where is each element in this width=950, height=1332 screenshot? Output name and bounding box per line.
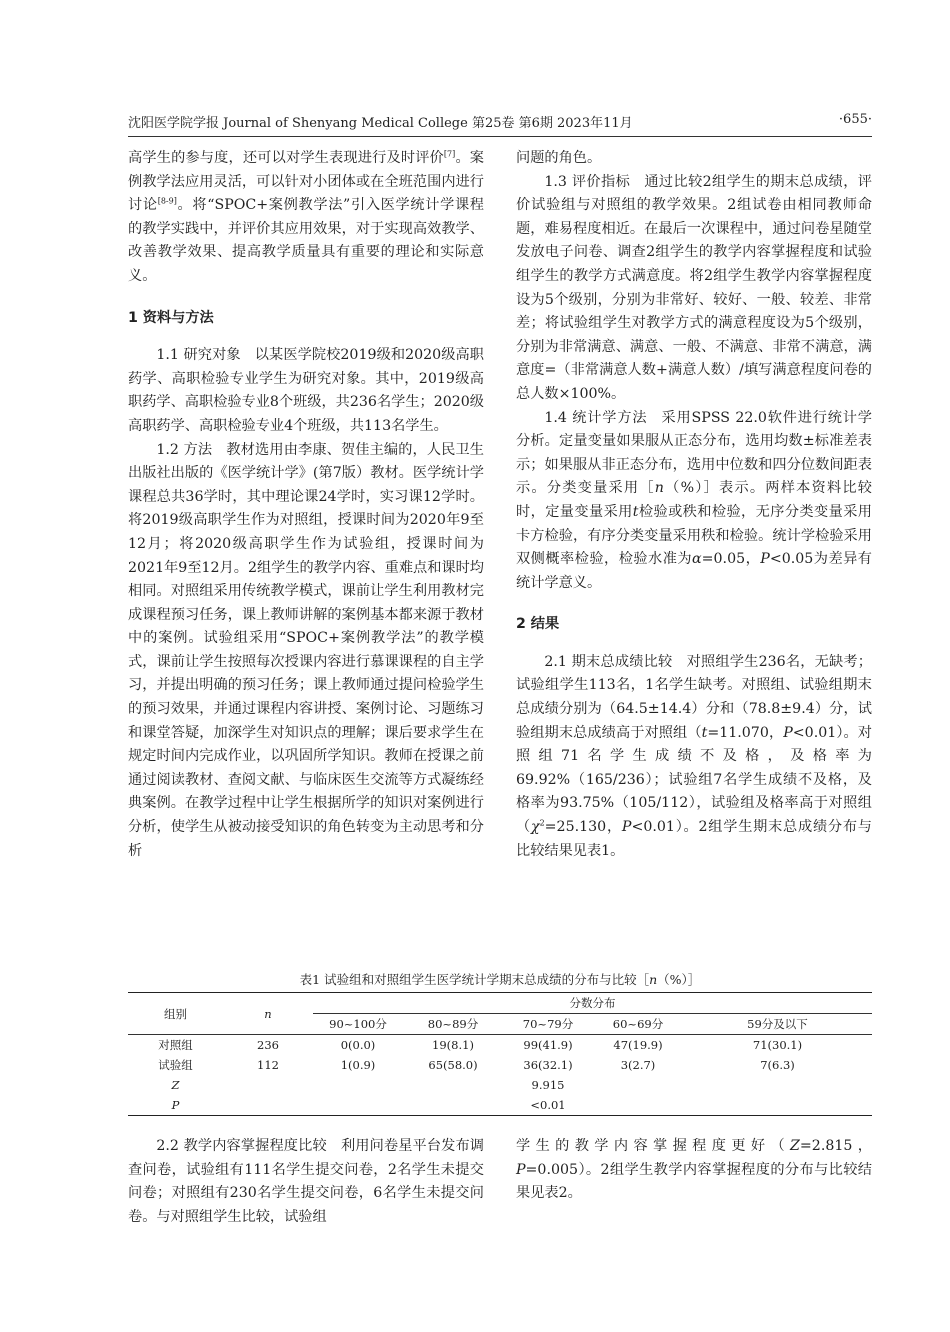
table-1 (128, 992, 872, 1116)
section-1-1: 1.1 研究对象 以某医学院校2019级和2020级高职药学、高职检验专业学生为研究对象。其中，2019级高职药学、高职检验专业8个班级，共236名学生；2020级高职药学、高职检验专业4个班级，共113名学生。 (128, 347, 484, 434)
table-row: 对照组 236 0(0.0) 19(8.1) 99(41.9) 47(19.9) 71(30.1) (158, 1038, 803, 1052)
section-2-2-continued: 学生的教学内容掌握程度更好（Z=2.815，P=0.005）。2组学生教学内容掌握程度的分布与比较结果见表2。 (516, 1138, 872, 1202)
section-1-2: 1.2 方法 教材选用由李康、贺佳主编的，人民卫生出版社出版的《医学统计学》(第7版）教材。医学统计学课程总共36学时，其中理论课24学时，实习课12学时。将2019级高职学生作为对照组，授课时间为2020年9至12月；将2020级高职学生作为试验组，授课时间为2021年9至12月。2组学生的教学内容、重难点和课时均相同。对照组采用传统教学模式，课前让学生利用教材完成课程预习任务，课上教师讲解的案例基本都来源于教材中的案例。试验组采用“SPOC+案例教学法”的教学模式，课前让学生按照每次授课内容进行慕课课程的自主学习，并提出明确的预习任务；课上教师通过提问检验学生的预习效果，并通过课程内容讲授、案例讨论、习题练习和课堂答疑，加深学生对知识点的理解；课后要求学生在规定时间内完成作业，以巩固所学知识。教师在授课之前通过阅读教材、查阅文献、与临床医生交流等方式凝练经典案例。在教学过程中让学生根据所学的知识对案例进行分析，使学生从被动接受知识的角色转变为主动思考和分析 (128, 441, 484, 859)
page-number: ·655· (838, 112, 872, 127)
journal-info: 沈阳医学院学报 Journal of Shenyang Medical College 第25卷 第6期 2023年11月 (128, 116, 633, 131)
header-col: 60~69分 (593, 1014, 683, 1035)
header-group: 组别 (128, 993, 223, 1035)
section-1-3: 1.3 评价指标 通过比较2组学生的期末总成绩，评价试验组与对照组的教学效果。2组试卷由相同教师命题，难易程度相近。在最后一次课程中，通过问卷星随堂发放电子问卷、调查2组学生的教学内容掌握程度和试验组学生的教学方式满意度。将2组学生教学内容掌握程度设为5个级别，分别为非常好、较好、一般、较差、非常差；将试验组学生对教学方式的满意程度设为5个级别，分别为非常满意、满意、一般、不满意、非常不满意，满意度=（非常满意人数+满意人数）/填写满意程度问卷的总人数×100%。 (516, 173, 872, 402)
continued-paragraph: 问题的角色。 (516, 150, 602, 166)
header-col: 90~100分 (313, 1014, 403, 1035)
table-row-z: Z 9.915 (171, 1078, 565, 1092)
section-1-4: 1.4 统计学方法 采用SPSS 22.0软件进行统计学分析。定量变量如果服从正态分布，选用均数±标准差表示；如果服从非正态分布，选用中位数和四分位数间距表示。分类变量采用［n（%）］表示。两样本资料比较时，定量变量采用t检验或秩和检验，无序分类变量采用卡方检验，有序分类变量采用秩和检验。统计学检验采用双侧概率检验，检验水准为α=0.05，P<0.05为差异有统计学意义。 (516, 409, 872, 591)
header-distribution: 分数分布 (313, 993, 872, 1014)
table-row: 试验组 112 1(0.9) 65(58.0) 36(32.1) 3(2.7) 7(6.3) (158, 1058, 795, 1072)
table-1-caption: 表1 试验组和对照组学生医学统计学期末总成绩的分布与比较［n（%）］ (299, 972, 701, 987)
header-col: 80~89分 (403, 1014, 503, 1035)
header-n: n (223, 993, 313, 1035)
running-header (128, 112, 872, 134)
intro-paragraph: 高学生的参与度，还可以对学生表现进行及时评价[7]。案例教学法应用灵活，可以针对小团体或在全班范围内进行讨论[8-9]。将“SPOC+案例教学法”引入医学统计学课程的教学实践中，并评价其应用效果，对于实现高效教学、改善教学效果、提高教学质量具有重要的理论和实际意义。 (128, 149, 484, 284)
header-col: 59分及以下 (683, 1014, 872, 1035)
table-header-row (128, 993, 872, 1014)
bottom-left-column (128, 1135, 484, 1229)
right-column (516, 147, 872, 863)
ref-7: [7] (443, 149, 456, 159)
table-row-p: P <0.01 (128, 1095, 872, 1116)
section-2-heading: 2 结果 (516, 616, 560, 633)
section-1-heading: 1 资料与方法 (128, 309, 214, 326)
bottom-right-column (516, 1135, 872, 1206)
left-column (128, 147, 484, 863)
section-2-1: 2.1 期末总成绩比较 对照组学生236名，无缺考；试验组学生113名，1名学生缺考。对照组、试验组期末总成绩分别为（64.5±14.4）分和（78.8±9.4）分，试验组期末总成绩高于对照组（t=11.070，P<0.01）。对照组71名学生成绩不及格，及格率为69.92%（165/236）；试验组7名学生成绩不及格，及格率为93.75%（105/112），试验组及格率高于对照组（$\chi^2=25.130$，P<0.01）。2组学生期末总成绩分布与比较结果见表1。 (516, 653, 872, 859)
header-col: 70~79分 (503, 1014, 593, 1035)
ref-8-9: [8-9] (157, 196, 177, 206)
section-2-2: 2.2 教学内容掌握程度比较 利用问卷星平台发布调查问卷，试验组有111名学生提交问卷，2名学生未提交问卷；对照组有230名学生提交问卷，6名学生未提交问卷。与对照组学生比较，试验组 (128, 1138, 484, 1225)
header-rule (128, 136, 872, 137)
